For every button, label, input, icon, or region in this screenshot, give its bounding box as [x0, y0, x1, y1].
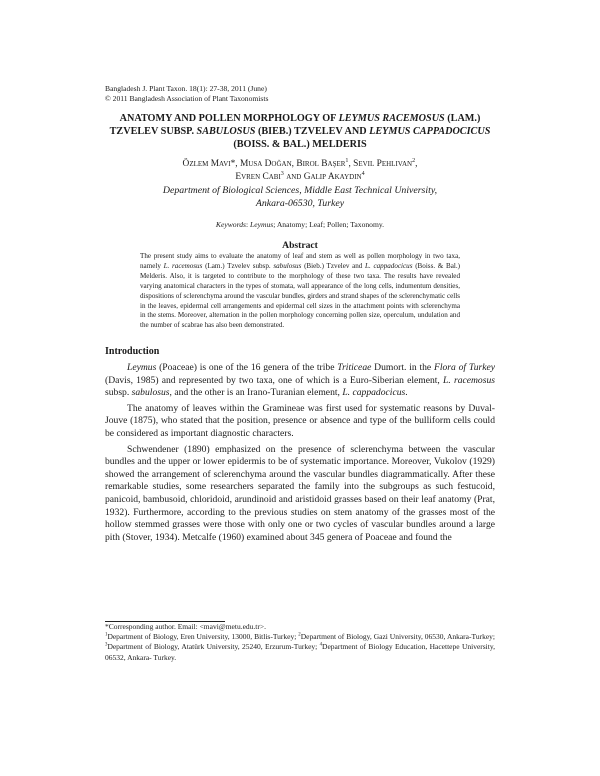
journal-header — [105, 84, 268, 104]
footnote-marker: 4 — [319, 642, 323, 648]
footnote-marker: 3 — [105, 642, 108, 648]
body-text: , and the other is an Irano-Turanian element, — [169, 387, 343, 399]
body-text: subsp. — [105, 387, 132, 399]
title-taxon: LEYMUS RACEMOSUS — [338, 113, 445, 124]
abstract-heading: Abstract — [282, 240, 318, 251]
author-name: , Sevil Pehlivan — [348, 159, 413, 169]
paper-title — [105, 113, 495, 151]
title-text: (BIEB.) TZVELEV AND — [255, 125, 370, 137]
paragraph: Schwendener (1890) emphasized on the presence of sclerenchyma between the vascular bundles and the upper or lower epidermis to be of systematic importance. Moreover, Vukolov (1929) showed the arrangement of sclerenchyma around the vascular bundles diagrammatically. After these remarkable studies, some researchers separated the family into the subgroups as such festucoid, panicoid, bambusoid, chloridoid, arundinoid and aristidoid grasses based on their leaf anatomy (Prat, 1932). Furthermore, according to the previous studies on stem anatomy of the grasses most of the hollow stemmed grasses were those with only one or two cycles of vascular bundles around a large pith (Stover, 1934). Metcalfe (1960) examined about 345 genera of Poaceae and found the — [105, 443, 495, 543]
introduction-heading: Introduction — [105, 346, 160, 357]
author-marker: 1 — [345, 157, 349, 164]
title-taxon: SABULOSUS — [196, 125, 256, 137]
abstract-text: The present study aims to evaluate the anatomy of leaf and stem as well as pollen morphology in two taxa, namely — [140, 252, 460, 270]
paragraph — [105, 362, 495, 400]
author-marker: 3 — [280, 170, 284, 177]
footnote-affiliations — [105, 632, 495, 663]
taxon-name: sabulosus — [131, 387, 170, 399]
body-text: Dumort. in the — [371, 362, 434, 373]
footnotes — [105, 622, 495, 663]
footnote-text: Department of Biology Education, Hacettepe University, 06532, Ankara- Turkey. — [105, 642, 495, 662]
author-name: and Galip Akaydın — [283, 171, 362, 182]
keywords-text: : — [246, 220, 251, 229]
paragraph: The anatomy of leaves within the Gramineae was first used for systematic reasons by Duval-Jouve (1875), who stated that the position, presence or absence and type of the bulliform cells could be considered as important diagnostic characters. — [105, 402, 495, 439]
corresponding-author: *Corresponding author. Email: <mavi@metu.edu.tr>. — [105, 622, 266, 631]
abstract-text: (Bieb.) Tzvelev and — [301, 261, 366, 270]
author-marker: * — [230, 159, 236, 169]
keywords-label: Keywords — [215, 220, 247, 229]
title-text: ANATOMY AND POLLEN MORPHOLOGY OF — [119, 113, 339, 124]
footnote-text: Department of Biology, Atatürk University, 25240, Erzurum-Turkey; — [107, 642, 320, 652]
affiliation-line: Department of Biological Sciences, Middle East Technical University, — [162, 185, 438, 196]
taxon-name: L. racemosus — [443, 374, 495, 386]
journal-copyright: © 2011 Bangladesh Association of Plant Taxonomists — [105, 94, 269, 103]
abstract-body — [140, 252, 460, 331]
footnote-text: Department of Biology, Eren University, 13000, Bitlis-Turkey; — [107, 632, 299, 642]
keywords — [105, 220, 495, 230]
title-text: (LAM.) TZVELEV SUBSP. — [109, 113, 481, 137]
abstract-text: (Boiss. & Bal.) Melderis. Also, it is targeted to contribute to the morphology of these two taxa. The results have revealed varying anatomical characters in the types of stomata, wall appearance of the long cells, indumentum densities, dispositions of sclerenchyma around the vascular bundles, girders and strand shapes of the sclerenchymatic cells in the leaves, epidermal cell arrangements and epidermal cell sizes in the attachment points with sclerenchyma in the stems. Moreover, alternation in the pollen morphology concerning pollen size, operculum, undulation and the number of scabrae has also been demonstrated. — [140, 261, 461, 330]
title-text: (BOISS. & BAL.) MELDERIS — [233, 138, 367, 150]
author-marker: 2 — [412, 157, 416, 164]
body-text: . — [405, 387, 408, 399]
abstract-text: (Lam.) Tzvelev subsp. — [202, 261, 274, 270]
author-name: Evren Cabi — [235, 171, 281, 182]
abstract-taxon: L. racemosus — [163, 261, 203, 270]
taxon-name: Leymus — [127, 362, 157, 373]
body-text: (Davis, 1985) and represented by two taxa, one of which is a Euro-Siberian element, — [105, 374, 444, 386]
book-title: Flora of Turkey — [433, 362, 495, 373]
introduction-body — [105, 362, 495, 547]
keywords-text: ; Anatomy; Leaf; Pollen; Taxonomy. — [273, 220, 385, 229]
journal-citation: Bangladesh J. Plant Taxon. 18(1): 27-38, 2011 (June) — [105, 84, 267, 93]
affiliation — [105, 185, 495, 210]
body-text: (Poaceae) is one of the 16 genera of the tribe — [156, 362, 338, 373]
author-name: , Musa Doğan, Birol Başer — [235, 159, 346, 169]
author-name: Özlem Mavi — [182, 159, 231, 169]
footnote-marker: 2 — [298, 632, 301, 638]
abstract-taxon: sabulosus — [273, 261, 302, 270]
affiliation-line: Ankara-06530, Turkey — [255, 197, 345, 209]
taxon-name: Triticeae — [337, 362, 372, 373]
keywords-taxon: Leymus — [250, 220, 274, 229]
author-list — [105, 158, 495, 183]
footnote-text: Department of Biology, Gazi University, 06530, Ankara-Turkey; — [300, 632, 495, 642]
title-taxon: LEYMUS CAPPADOCICUS — [369, 125, 491, 137]
author-separator: , — [415, 159, 418, 169]
abstract-taxon: L. cappadocicus — [365, 261, 413, 270]
footnote-marker: 1 — [105, 632, 108, 638]
taxon-name: L. cappadocicus — [342, 387, 406, 399]
author-marker: 4 — [361, 170, 365, 177]
